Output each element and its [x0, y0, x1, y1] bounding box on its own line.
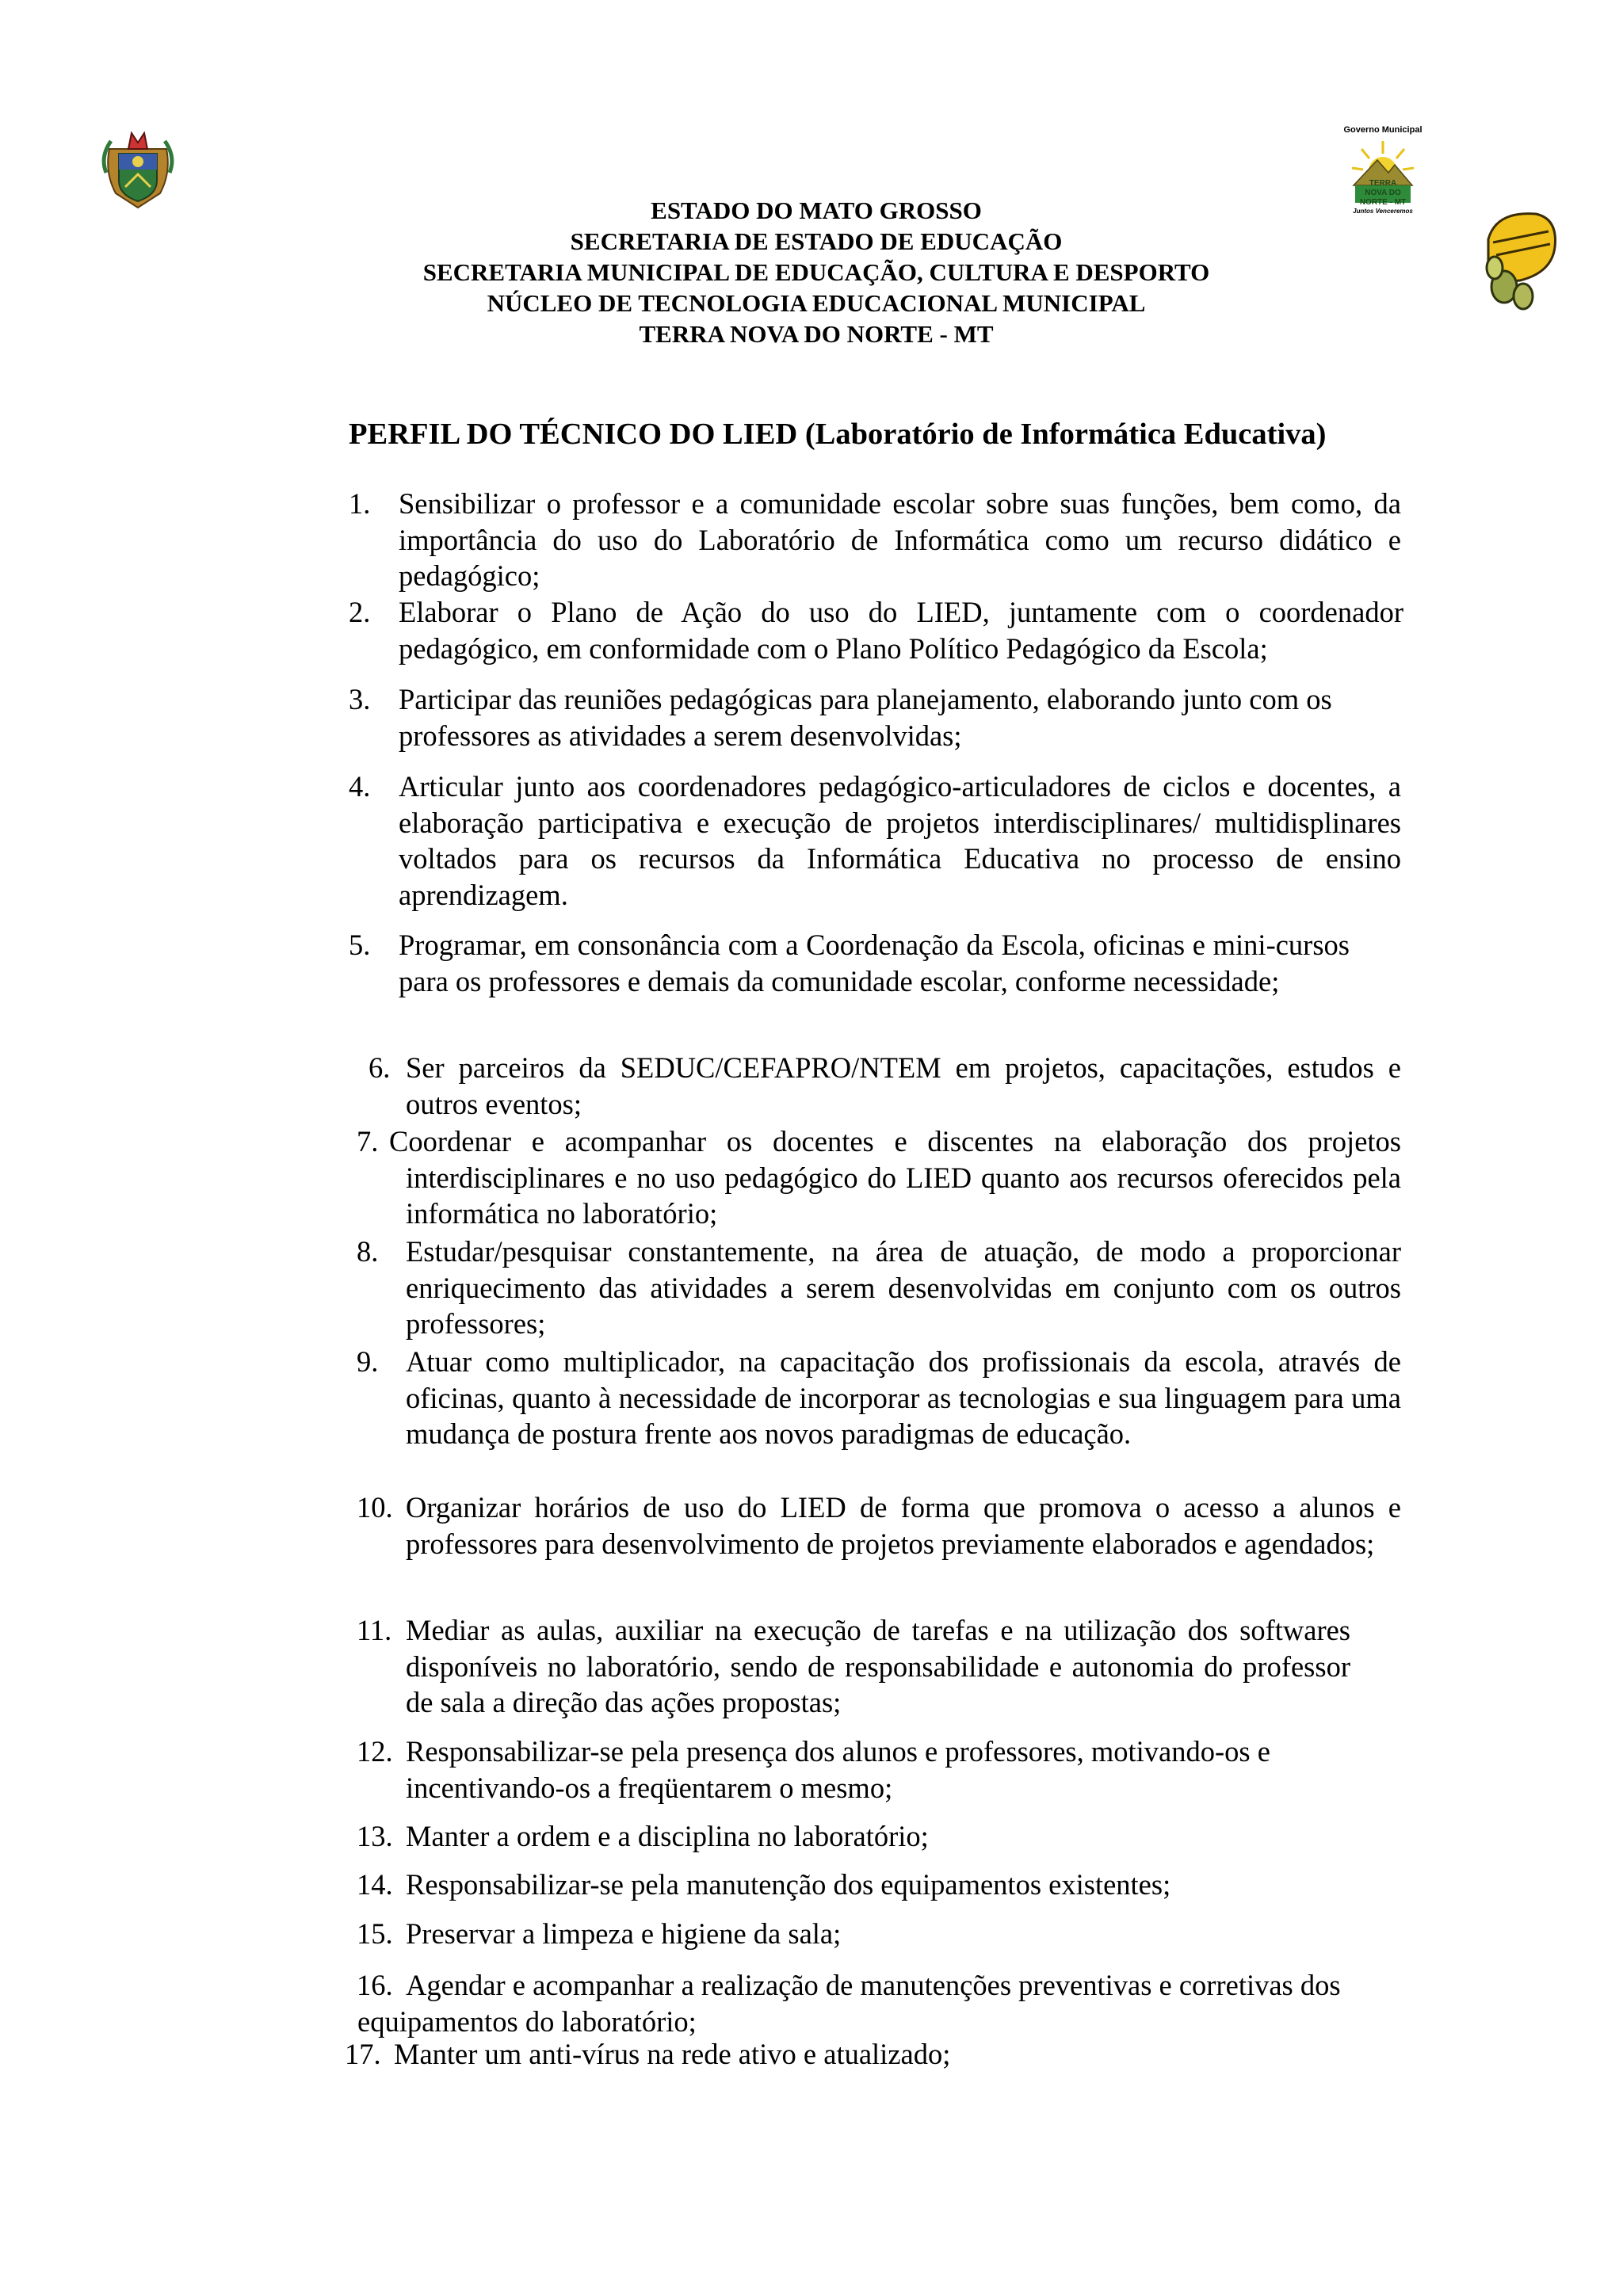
- header-line-state: ESTADO DO MATO GROSSO: [651, 196, 982, 224]
- list-item-number: 12.: [357, 1735, 393, 1768]
- municipal-government-logo: [1331, 125, 1434, 220]
- list-item-number: 13.: [357, 1820, 393, 1852]
- list-item-text: Articular junto aos coordenadores pedagógico-articuladores de ciclos e docentes, a elaboração participativa e execução de projetos interdisciplinares/ multidisplinares voltados para os recursos da Informática Educativa no processo de ensino aprendizagem.: [399, 770, 1401, 911]
- letterhead: [301, 195, 1331, 349]
- header-line-state-secretary: SECRETARIA DE ESTADO DE EDUCAÇÃO: [570, 227, 1063, 255]
- list-item-number: 17.: [345, 2038, 381, 2070]
- list-item-text: Estudar/pesquisar constantemente, na área de atuação, de modo a proporcionar enriquecimento das atividades a serem desenvolvidas em conjunto com os outros professores;: [406, 1235, 1401, 1340]
- document-title: PERFIL DO TÉCNICO DO LIED (Laboratório de Informática Educativa): [349, 418, 1327, 451]
- list-item-number: 4.: [349, 770, 371, 803]
- ntem-emblem-logo: [1472, 208, 1561, 318]
- list-item-text: Responsabilizar-se pela manutenção dos equipamentos existentes;: [406, 1868, 1171, 1901]
- list-item-text: Responsabilizar-se pela presença dos alunos e professores, motivando-os e incentivando-os a freqüentarem o mesmo;: [406, 1735, 1270, 1804]
- list-item-text: Preservar a limpeza e higiene da sala;: [406, 1917, 842, 1950]
- header-line-municipal-secretary: SECRETARIA MUNICIPAL DE EDUCAÇÃO, CULTURA E DESPORTO: [422, 258, 1210, 286]
- municipal-logo-motto: Juntos Venceremos: [1353, 208, 1413, 215]
- list-item-text: Programar, em consonância com a Coordenação da Escola, oficinas e mini-cursos para os professores e demais da comunidade escolar, conforme necessidade;: [399, 929, 1350, 997]
- list-item-number: 6.: [369, 1051, 391, 1084]
- list-item-text: Organizar horários de uso do LIED de forma que promova o acesso a alunos e professores para desenvolvimento de projetos previamente elaborados e agendados;: [406, 1491, 1401, 1560]
- list-item-number: 11.: [357, 1614, 392, 1646]
- list-item-text: Manter a ordem e a disciplina no laboratório;: [406, 1820, 929, 1852]
- list-item-text: Ser parceiros da SEDUC/CEFAPRO/NTEM em projetos, capacitações, estudos e outros eventos;: [406, 1051, 1401, 1120]
- list-item-text: Participar das reuniões pedagógicas para planejamento, elaborando junto com os professores as atividades a serem desenvolvidas;: [399, 683, 1332, 752]
- list-item-number: 8.: [357, 1235, 379, 1268]
- list-item-text: Agendar e acompanhar a realização de manutenções preventivas e corretivas dos equipamentos do laboratório;: [357, 1969, 1341, 2038]
- list-item-number: 16.: [357, 1969, 393, 2001]
- list-item-text: Sensibilizar o professor e a comunidade escolar sobre suas funções, bem como, da importância do uso do Laboratório de Informática como um recurso didático e pedagógico;: [399, 487, 1401, 592]
- header-line-tech-center: NÚCLEO DE TECNOLOGIA EDUCACIONAL MUNICIPAL: [487, 289, 1146, 317]
- list-item-number: 2.: [349, 596, 371, 628]
- list-item-number: 14.: [357, 1868, 393, 1901]
- list-item-text: Manter um anti-vírus na rede ativo e atualizado;: [394, 2038, 951, 2070]
- list-item-number: 3.: [349, 683, 371, 715]
- list-item-number: 9.: [357, 1345, 379, 1378]
- list-item-number: 5.: [349, 929, 371, 961]
- municipal-logo-town: TERRA NOVA DO NORTE - MT: [1359, 179, 1407, 207]
- header-line-city: TERRA NOVA DO NORTE - MT: [639, 320, 994, 348]
- list-item-text: Mediar as aulas, auxiliar na execução de tarefas e na utilização dos softwares disponíveis no laboratório, sendo de responsabilidade e autonomia do professor de sala a direção das ações propostas;: [406, 1614, 1350, 1718]
- state-coat-of-arms-logo: [101, 125, 174, 212]
- list-item-text: Atuar como multiplicador, na capacitação dos profissionais da escola, através de oficinas, quanto à necessidade de incorporar as tecnologias e sua linguagem para uma mudança de postura frente aos novos paradigmas de educação.: [406, 1345, 1401, 1450]
- municipal-logo-label: Governo Municipal: [1343, 125, 1423, 135]
- list-item-text: Elaborar o Plano de Ação do uso do LIED, juntamente com o coordenador pedagógico, em conformidade com o Plano Político Pedagógico da Escola;: [399, 596, 1403, 665]
- list-item-number: 10.: [357, 1491, 393, 1524]
- list-item-text: Coordenar e acompanhar os docentes e discentes na elaboração dos projetos interdisciplinares e no uso pedagógico do LIED quanto aos recursos oferecidos pela informática no laboratório;: [389, 1125, 1401, 1230]
- list-item-number: 15.: [357, 1917, 393, 1950]
- list-item-number: 7.: [357, 1125, 379, 1158]
- list-item-number: 1.: [349, 487, 371, 520]
